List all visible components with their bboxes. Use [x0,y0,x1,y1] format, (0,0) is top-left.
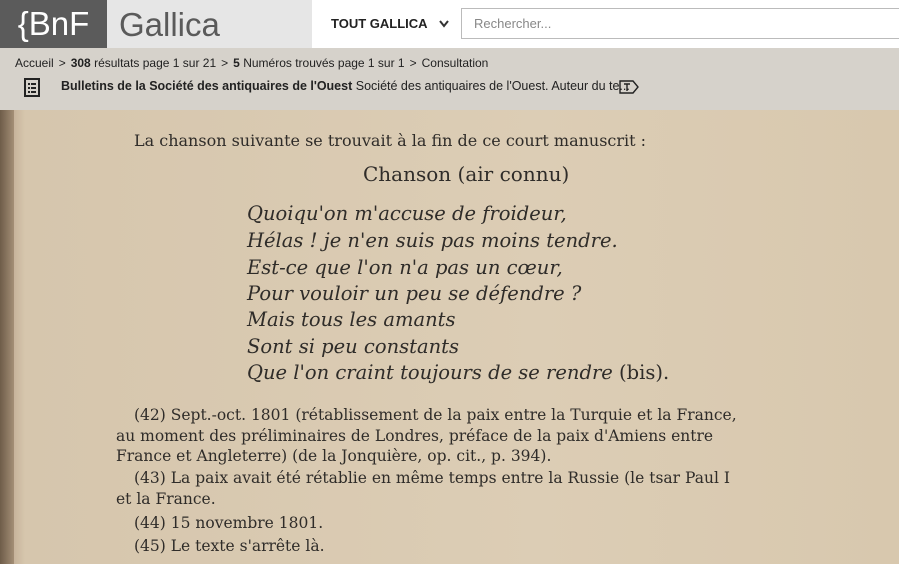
issues-count: 5 [233,56,240,70]
footnote-line: (42) Sept.-oct. 1801 (rétablissement de la paix entre la Turquie et la France, [134,406,737,424]
footnote-line: (44) 15 novembre 1801. [134,514,324,532]
document-info-bar [0,48,899,110]
gallica-logo[interactable]: Gallica [107,0,312,48]
page-binding-edge [0,110,14,564]
breadcrumb-results[interactable] [71,56,216,70]
breadcrumb-separator: > [409,56,417,70]
page-intro-line: La chanson suivante se trouvait à la fin de ce court manuscrit : [134,131,647,150]
search-input[interactable]: Rechercher... [461,8,899,39]
breadcrumb [15,56,488,70]
document-icon [24,78,40,97]
song-title: Chanson (air connu) [363,162,570,186]
document-title[interactable] [61,79,630,93]
verse-line: Sont si peu constants [247,335,460,358]
bis-marker: (bis). [619,361,670,384]
document-title-author: Société des antiquaires de l'Ouest. Auteur du te... [355,79,630,93]
verse-line-last [247,361,669,384]
results-text: résultats page 1 sur 21 [90,56,217,70]
scanned-page-viewer[interactable] [0,110,899,564]
verse-line: Hélas ! je n'en suis pas moins tendre. [247,229,618,252]
search-scope-select[interactable] [331,10,453,38]
breadcrumb-issues[interactable] [233,56,404,70]
verse-line: Mais tous les amants [247,308,456,331]
breadcrumb-current: Consultation [421,56,489,70]
footnote-line: (43) La paix avait été rétablie en même temps entre la Russie (le tsar Paul I [134,469,730,487]
issues-text: Numéros trouvés page 1 sur 1 [239,56,405,70]
verse-line: Pour vouloir un peu se défendre ? [247,282,582,305]
document-title-main: Bulletins de la Société des antiquaires de l'Ouest [61,79,353,93]
footnote-line: et la France. [116,490,216,508]
footnote-line: France et Angleterre) (de la Jonquière, op. cit., p. 394). [116,447,552,465]
verse-text: Que l'on craint toujours de se rendre [247,361,613,384]
results-count: 308 [70,56,91,70]
top-header [0,0,899,48]
verse-line: Est-ce que l'on n'a pas un cœur, [247,256,563,279]
bnf-logo[interactable]: {BnF [0,0,107,48]
search-scope-label: TOUT GALLICA [331,16,428,31]
text-mode-icon[interactable] [619,80,639,94]
breadcrumb-home[interactable]: Accueil [15,56,54,70]
breadcrumb-separator: > [58,56,66,70]
breadcrumb-separator: > [221,56,229,70]
footnote-line: (45) Le texte s'arrête là. [134,537,325,555]
chevron-down-icon [439,10,449,49]
footnote-line: au moment des préliminaires de Londres, préface de la paix d'Amiens entre [116,427,714,445]
verse-line: Quoiqu'on m'accuse de froideur, [247,202,567,225]
